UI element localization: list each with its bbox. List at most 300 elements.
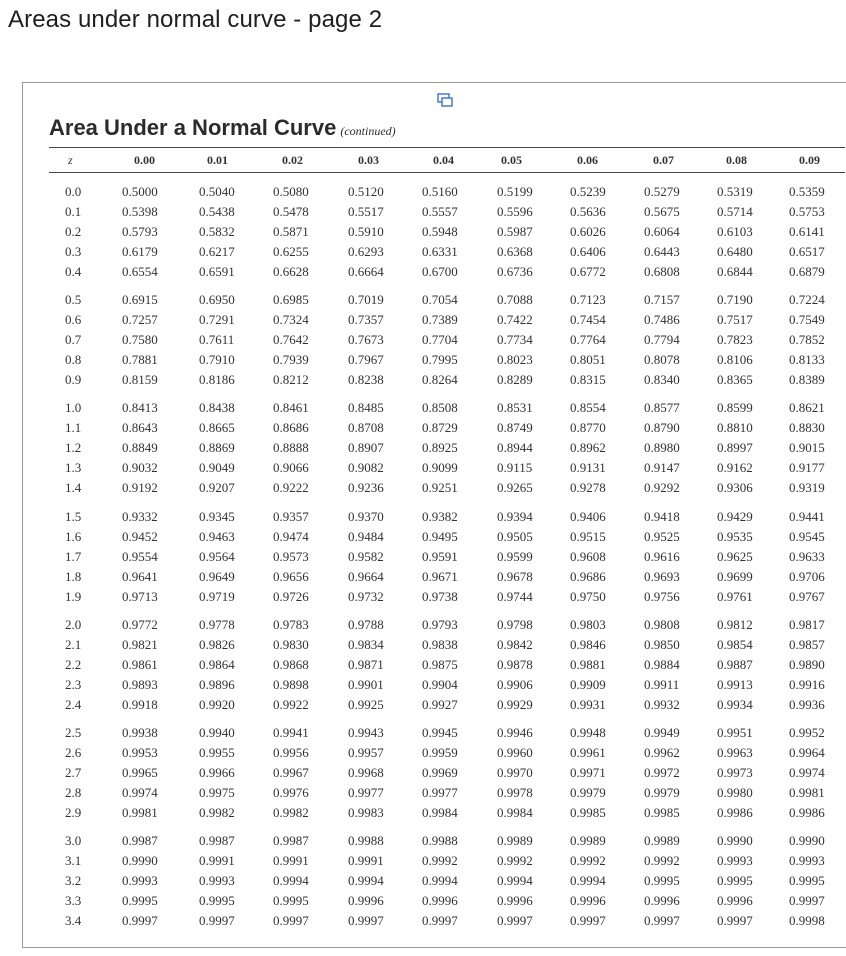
area-value-cell: 0.9251 xyxy=(422,480,458,496)
area-value-cell: 0.9884 xyxy=(644,656,680,672)
z-value-cell: 1.2 xyxy=(65,440,82,456)
area-value-cell: 0.9993 xyxy=(122,873,158,889)
area-value-cell: 0.9664 xyxy=(348,568,384,584)
area-value-cell: 0.8159 xyxy=(122,372,158,388)
area-value-cell: 0.6368 xyxy=(497,244,533,259)
area-value-cell: 0.5753 xyxy=(789,204,825,219)
area-value-cell: 0.7224 xyxy=(789,292,825,308)
area-value-cell: 0.8830 xyxy=(789,420,825,436)
area-value-cell: 0.9345 xyxy=(199,508,235,524)
area-value-cell: 0.9981 xyxy=(122,804,158,820)
area-value-cell: 0.9989 xyxy=(570,833,606,849)
area-value-cell: 0.9920 xyxy=(199,696,235,712)
area-value-cell: 0.9938 xyxy=(122,724,158,740)
area-value-cell: 0.9996 xyxy=(717,893,753,909)
area-value-cell: 0.9830 xyxy=(273,636,309,652)
area-value-cell: 0.9778 xyxy=(199,616,235,632)
z-value-cell: 3.4 xyxy=(65,913,82,929)
column-header: 0.03 xyxy=(358,153,379,167)
area-value-cell: 0.5871 xyxy=(273,224,309,239)
row-group xyxy=(23,723,846,831)
area-value-cell: 0.9861 xyxy=(122,656,158,672)
area-value-cell: 0.9997 xyxy=(199,913,235,929)
area-value-cell: 0.9803 xyxy=(570,616,606,632)
z-value-cell: 0.8 xyxy=(65,352,82,368)
table-row xyxy=(23,743,846,763)
table-row xyxy=(23,871,846,891)
area-value-cell: 0.9995 xyxy=(122,893,158,909)
area-value-cell: 0.5636 xyxy=(570,204,606,219)
area-value-cell: 0.9934 xyxy=(717,696,753,712)
area-value-cell: 0.8770 xyxy=(570,420,606,436)
area-value-cell: 0.9793 xyxy=(422,616,458,632)
area-value-cell: 0.9953 xyxy=(122,744,158,760)
area-value-cell: 0.9625 xyxy=(717,548,753,564)
area-value-cell: 0.6179 xyxy=(122,244,158,259)
area-value-cell: 0.9850 xyxy=(644,636,680,652)
area-value-cell: 0.9995 xyxy=(717,873,753,889)
area-value-cell: 0.9750 xyxy=(570,588,606,604)
area-value-cell: 0.9162 xyxy=(717,460,753,476)
area-value-cell: 0.9979 xyxy=(644,784,680,800)
area-value-cell: 0.9656 xyxy=(273,568,309,584)
area-value-cell: 0.9772 xyxy=(122,616,158,632)
area-value-cell: 0.8888 xyxy=(273,440,309,456)
area-value-cell: 0.9936 xyxy=(789,696,825,712)
area-value-cell: 0.9278 xyxy=(570,480,606,496)
area-value-cell: 0.9976 xyxy=(273,784,309,800)
area-value-cell: 0.7967 xyxy=(348,352,384,368)
area-value-cell: 0.9719 xyxy=(199,588,235,604)
table-row xyxy=(23,635,846,655)
area-value-cell: 0.9357 xyxy=(273,508,309,524)
area-value-cell: 0.9545 xyxy=(789,528,825,544)
area-value-cell: 0.5000 xyxy=(122,184,158,199)
area-value-cell: 0.9985 xyxy=(644,804,680,820)
column-header: 0.04 xyxy=(433,153,454,167)
area-value-cell: 0.9032 xyxy=(122,460,158,476)
area-value-cell: 0.5239 xyxy=(570,184,606,199)
column-header: 0.05 xyxy=(501,153,522,167)
area-value-cell: 0.9971 xyxy=(570,764,606,780)
area-value-cell: 0.9756 xyxy=(644,588,680,604)
table-row xyxy=(23,911,846,931)
area-value-cell: 0.7454 xyxy=(570,312,606,328)
area-value-cell: 0.9995 xyxy=(273,893,309,909)
area-value-cell: 0.6844 xyxy=(717,264,753,279)
area-value-cell: 0.9941 xyxy=(273,724,309,740)
column-header: 0.02 xyxy=(282,153,303,167)
area-value-cell: 0.5987 xyxy=(497,224,533,239)
area-value-cell: 0.8212 xyxy=(273,372,309,388)
table-row xyxy=(23,478,846,498)
table-row xyxy=(23,242,846,262)
area-value-cell: 0.7881 xyxy=(122,352,158,368)
area-value-cell: 0.9998 xyxy=(789,913,825,929)
area-value-cell: 0.6217 xyxy=(199,244,235,259)
area-value-cell: 0.9982 xyxy=(273,804,309,820)
area-value-cell: 0.9649 xyxy=(199,568,235,584)
area-value-cell: 0.7910 xyxy=(199,352,235,368)
area-value-cell: 0.7157 xyxy=(644,292,680,308)
area-value-cell: 0.7190 xyxy=(717,292,753,308)
area-value-cell: 0.8729 xyxy=(422,420,458,436)
area-value-cell: 0.9292 xyxy=(644,480,680,496)
table-row xyxy=(23,310,846,330)
area-value-cell: 0.9788 xyxy=(348,616,384,632)
area-value-cell: 0.8621 xyxy=(789,400,825,416)
area-value-cell: 0.9564 xyxy=(199,548,235,564)
area-value-cell: 0.9997 xyxy=(497,913,533,929)
z-value-cell: 1.9 xyxy=(65,588,82,604)
area-value-cell: 0.9980 xyxy=(717,784,753,800)
area-value-cell: 0.9236 xyxy=(348,480,384,496)
area-value-cell: 0.6772 xyxy=(570,264,606,279)
area-value-cell: 0.9744 xyxy=(497,588,533,604)
area-value-cell: 0.7123 xyxy=(570,292,606,308)
area-value-cell: 0.9988 xyxy=(422,833,458,849)
area-value-cell: 0.5793 xyxy=(122,224,158,239)
area-value-cell: 0.7019 xyxy=(348,292,384,308)
area-value-cell: 0.9956 xyxy=(273,744,309,760)
area-value-cell: 0.9987 xyxy=(199,833,235,849)
area-value-cell: 0.9995 xyxy=(644,873,680,889)
area-value-cell: 0.8106 xyxy=(717,352,753,368)
area-value-cell: 0.9996 xyxy=(422,893,458,909)
table-row xyxy=(23,567,846,587)
area-value-cell: 0.9608 xyxy=(570,548,606,564)
area-value-cell: 0.6064 xyxy=(644,224,680,239)
area-value-cell: 0.9960 xyxy=(497,744,533,760)
area-value-cell: 0.9713 xyxy=(122,588,158,604)
area-value-cell: 0.9484 xyxy=(348,528,384,544)
area-value-cell: 0.9616 xyxy=(644,548,680,564)
area-value-cell: 0.9990 xyxy=(717,833,753,849)
z-value-cell: 0.0 xyxy=(65,184,82,199)
area-value-cell: 0.9995 xyxy=(789,873,825,889)
z-value-cell: 1.5 xyxy=(65,508,82,524)
z-value-cell: 0.3 xyxy=(65,244,82,259)
area-value-cell: 0.9441 xyxy=(789,508,825,524)
area-value-cell: 0.6915 xyxy=(122,292,158,308)
area-value-cell: 0.8133 xyxy=(789,352,825,368)
area-value-cell: 0.6628 xyxy=(273,264,309,279)
table-row xyxy=(23,262,846,282)
area-value-cell: 0.6026 xyxy=(570,224,606,239)
area-value-cell: 0.9982 xyxy=(199,804,235,820)
area-value-cell: 0.6950 xyxy=(199,292,235,308)
area-value-cell: 0.9974 xyxy=(122,784,158,800)
area-value-cell: 0.8438 xyxy=(199,400,235,416)
z-value-cell: 0.1 xyxy=(65,204,82,219)
area-value-cell: 0.9952 xyxy=(789,724,825,740)
expand-icon[interactable] xyxy=(437,93,453,107)
z-value-cell: 2.9 xyxy=(65,804,82,820)
z-value-cell: 2.8 xyxy=(65,784,82,800)
area-value-cell: 0.9554 xyxy=(122,548,158,564)
area-value-cell: 0.8907 xyxy=(348,440,384,456)
area-value-cell: 0.9686 xyxy=(570,568,606,584)
area-value-cell: 0.9997 xyxy=(644,913,680,929)
area-value-cell: 0.9986 xyxy=(789,804,825,820)
area-value-cell: 0.9066 xyxy=(273,460,309,476)
area-value-cell: 0.9319 xyxy=(789,480,825,496)
area-value-cell: 0.9961 xyxy=(570,744,606,760)
column-header-z: z xyxy=(68,153,73,167)
area-value-cell: 0.9901 xyxy=(348,676,384,692)
table-body xyxy=(23,182,846,939)
z-value-cell: 0.4 xyxy=(65,264,82,279)
area-value-cell: 0.8869 xyxy=(199,440,235,456)
column-header: 0.08 xyxy=(726,153,747,167)
area-value-cell: 0.9981 xyxy=(789,784,825,800)
area-value-cell: 0.5557 xyxy=(422,204,458,219)
area-value-cell: 0.9582 xyxy=(348,548,384,564)
table-row xyxy=(23,783,846,803)
area-value-cell: 0.9992 xyxy=(422,853,458,869)
area-value-cell: 0.9699 xyxy=(717,568,753,584)
area-value-cell: 0.9306 xyxy=(717,480,753,496)
z-value-cell: 2.4 xyxy=(65,696,82,712)
area-value-cell: 0.6985 xyxy=(273,292,309,308)
area-value-cell: 0.9898 xyxy=(273,676,309,692)
area-value-cell: 0.7764 xyxy=(570,332,606,348)
area-value-cell: 0.7257 xyxy=(122,312,158,328)
area-value-cell: 0.9996 xyxy=(644,893,680,909)
area-value-cell: 0.9916 xyxy=(789,676,825,692)
z-value-cell: 3.2 xyxy=(65,873,82,889)
area-value-cell: 0.8708 xyxy=(348,420,384,436)
area-value-cell: 0.5279 xyxy=(644,184,680,199)
area-value-cell: 0.8508 xyxy=(422,400,458,416)
area-value-cell: 0.9994 xyxy=(348,873,384,889)
area-value-cell: 0.9995 xyxy=(199,893,235,909)
area-value-cell: 0.9932 xyxy=(644,696,680,712)
area-value-cell: 0.9949 xyxy=(644,724,680,740)
area-value-cell: 0.9394 xyxy=(497,508,533,524)
area-value-cell: 0.6331 xyxy=(422,244,458,259)
area-value-cell: 0.8023 xyxy=(497,352,533,368)
area-value-cell: 0.9115 xyxy=(497,460,533,476)
area-value-cell: 0.9767 xyxy=(789,588,825,604)
area-value-cell: 0.9992 xyxy=(644,853,680,869)
area-value-cell: 0.9913 xyxy=(717,676,753,692)
area-value-cell: 0.8413 xyxy=(122,400,158,416)
area-value-cell: 0.9943 xyxy=(348,724,384,740)
area-value-cell: 0.9992 xyxy=(497,853,533,869)
area-value-cell: 0.9812 xyxy=(717,616,753,632)
continued-label: (continued) xyxy=(340,124,396,138)
table-row xyxy=(23,458,846,478)
area-value-cell: 0.9963 xyxy=(717,744,753,760)
area-value-cell: 0.9911 xyxy=(644,676,680,692)
z-value-cell: 3.3 xyxy=(65,893,82,909)
area-value-cell: 0.6808 xyxy=(644,264,680,279)
area-value-cell: 0.8554 xyxy=(570,400,606,416)
table-row xyxy=(23,527,846,547)
area-value-cell: 0.7704 xyxy=(422,332,458,348)
area-value-cell: 0.7673 xyxy=(348,332,384,348)
table-row xyxy=(23,350,846,370)
area-value-cell: 0.9909 xyxy=(570,676,606,692)
area-value-cell: 0.5948 xyxy=(422,224,458,239)
area-value-cell: 0.5120 xyxy=(348,184,384,199)
area-value-cell: 0.9997 xyxy=(789,893,825,909)
area-value-cell: 0.5832 xyxy=(199,224,235,239)
area-value-cell: 0.8997 xyxy=(717,440,753,456)
area-value-cell: 0.8849 xyxy=(122,440,158,456)
area-value-cell: 0.9131 xyxy=(570,460,606,476)
area-value-cell: 0.9989 xyxy=(644,833,680,849)
area-value-cell: 0.9972 xyxy=(644,764,680,780)
area-value-cell: 0.9925 xyxy=(348,696,384,712)
page-title: Areas under normal curve - page 2 xyxy=(8,6,383,33)
z-value-cell: 1.1 xyxy=(65,420,82,436)
area-value-cell: 0.9633 xyxy=(789,548,825,564)
area-value-cell: 0.9738 xyxy=(422,588,458,604)
table-row xyxy=(23,675,846,695)
area-value-cell: 0.5714 xyxy=(717,204,753,219)
header-bottom-rule xyxy=(49,172,845,173)
area-value-cell: 0.7580 xyxy=(122,332,158,348)
area-value-cell: 0.8186 xyxy=(199,372,235,388)
area-value-cell: 0.9968 xyxy=(348,764,384,780)
area-value-cell: 0.9192 xyxy=(122,480,158,496)
area-value-cell: 0.9974 xyxy=(789,764,825,780)
area-value-cell: 0.9987 xyxy=(273,833,309,849)
table-row xyxy=(23,182,846,202)
z-value-cell: 0.9 xyxy=(65,372,82,388)
area-value-cell: 0.9890 xyxy=(789,656,825,672)
area-value-cell: 0.9599 xyxy=(497,548,533,564)
area-value-cell: 0.9948 xyxy=(570,724,606,740)
area-value-cell: 0.9991 xyxy=(348,853,384,869)
area-value-cell: 0.9992 xyxy=(570,853,606,869)
area-value-cell: 0.5398 xyxy=(122,204,158,219)
area-value-cell: 0.9985 xyxy=(570,804,606,820)
area-value-cell: 0.7422 xyxy=(497,312,533,328)
column-header: 0.06 xyxy=(577,153,598,167)
area-value-cell: 0.9955 xyxy=(199,744,235,760)
area-value-cell: 0.9846 xyxy=(570,636,606,652)
z-value-cell: 1.7 xyxy=(65,548,82,564)
area-value-cell: 0.9082 xyxy=(348,460,384,476)
table-row xyxy=(23,290,846,310)
area-value-cell: 0.8078 xyxy=(644,352,680,368)
area-value-cell: 0.9838 xyxy=(422,636,458,652)
z-value-cell: 2.5 xyxy=(65,724,82,740)
table-row xyxy=(23,695,846,715)
area-value-cell: 0.8531 xyxy=(497,400,533,416)
z-value-cell: 1.8 xyxy=(65,568,82,584)
area-value-cell: 0.9429 xyxy=(717,508,753,524)
area-value-cell: 0.9573 xyxy=(273,548,309,564)
area-value-cell: 0.9977 xyxy=(348,784,384,800)
area-value-cell: 0.9474 xyxy=(273,528,309,544)
area-value-cell: 0.5080 xyxy=(273,184,309,199)
area-value-cell: 0.9973 xyxy=(717,764,753,780)
area-value-cell: 0.8289 xyxy=(497,372,533,388)
area-value-cell: 0.9993 xyxy=(199,873,235,889)
area-value-cell: 0.7642 xyxy=(273,332,309,348)
column-header-row xyxy=(23,153,846,169)
area-value-cell: 0.7389 xyxy=(422,312,458,328)
table-heading xyxy=(49,115,396,141)
area-value-cell: 0.9452 xyxy=(122,528,158,544)
area-value-cell: 0.8944 xyxy=(497,440,533,456)
area-value-cell: 0.9997 xyxy=(273,913,309,929)
area-value-cell: 0.5199 xyxy=(497,184,533,199)
area-value-cell: 0.9922 xyxy=(273,696,309,712)
area-value-cell: 0.9515 xyxy=(570,528,606,544)
z-value-cell: 0.6 xyxy=(65,312,82,328)
area-value-cell: 0.5596 xyxy=(497,204,533,219)
area-value-cell: 0.9993 xyxy=(717,853,753,869)
area-value-cell: 0.9927 xyxy=(422,696,458,712)
table-row xyxy=(23,723,846,743)
area-value-cell: 0.7357 xyxy=(348,312,384,328)
area-value-cell: 0.6480 xyxy=(717,244,753,259)
area-value-cell: 0.9177 xyxy=(789,460,825,476)
area-value-cell: 0.9904 xyxy=(422,676,458,692)
z-value-cell: 2.0 xyxy=(65,616,82,632)
area-value-cell: 0.9991 xyxy=(199,853,235,869)
z-value-cell: 1.3 xyxy=(65,460,82,476)
area-value-cell: 0.8925 xyxy=(422,440,458,456)
area-value-cell: 0.9967 xyxy=(273,764,309,780)
area-value-cell: 0.9978 xyxy=(497,784,533,800)
area-value-cell: 0.9761 xyxy=(717,588,753,604)
row-group xyxy=(23,507,846,615)
z-value-cell: 3.0 xyxy=(65,833,82,849)
area-value-cell: 0.9966 xyxy=(199,764,235,780)
area-value-cell: 0.7852 xyxy=(789,332,825,348)
table-row xyxy=(23,370,846,390)
z-value-cell: 2.7 xyxy=(65,764,82,780)
area-value-cell: 0.8980 xyxy=(644,440,680,456)
area-value-cell: 0.6141 xyxy=(789,224,825,239)
column-header: 0.07 xyxy=(653,153,674,167)
area-value-cell: 0.9979 xyxy=(570,784,606,800)
area-value-cell: 0.9997 xyxy=(717,913,753,929)
table-heading-text: Area Under a Normal Curve xyxy=(49,115,337,140)
area-value-cell: 0.9988 xyxy=(348,833,384,849)
area-value-cell: 0.6700 xyxy=(422,264,458,279)
area-value-cell: 0.9798 xyxy=(497,616,533,632)
area-value-cell: 0.7486 xyxy=(644,312,680,328)
area-value-cell: 0.9857 xyxy=(789,636,825,652)
area-value-cell: 0.9821 xyxy=(122,636,158,652)
area-value-cell: 0.9418 xyxy=(644,508,680,524)
area-value-cell: 0.6736 xyxy=(497,264,533,279)
area-value-cell: 0.9965 xyxy=(122,764,158,780)
table-row xyxy=(23,587,846,607)
table-row xyxy=(23,803,846,823)
area-value-cell: 0.9983 xyxy=(348,804,384,820)
area-value-cell: 0.9984 xyxy=(497,804,533,820)
area-value-cell: 0.9871 xyxy=(348,656,384,672)
area-value-cell: 0.7794 xyxy=(644,332,680,348)
z-value-cell: 2.1 xyxy=(65,636,82,652)
table-row xyxy=(23,418,846,438)
area-value-cell: 0.9495 xyxy=(422,528,458,544)
z-value-cell: 1.4 xyxy=(65,480,82,496)
z-value-cell: 1.6 xyxy=(65,528,82,544)
area-value-cell: 0.9015 xyxy=(789,440,825,456)
area-value-cell: 0.6103 xyxy=(717,224,753,239)
area-value-cell: 0.9887 xyxy=(717,656,753,672)
area-value-cell: 0.7291 xyxy=(199,312,235,328)
